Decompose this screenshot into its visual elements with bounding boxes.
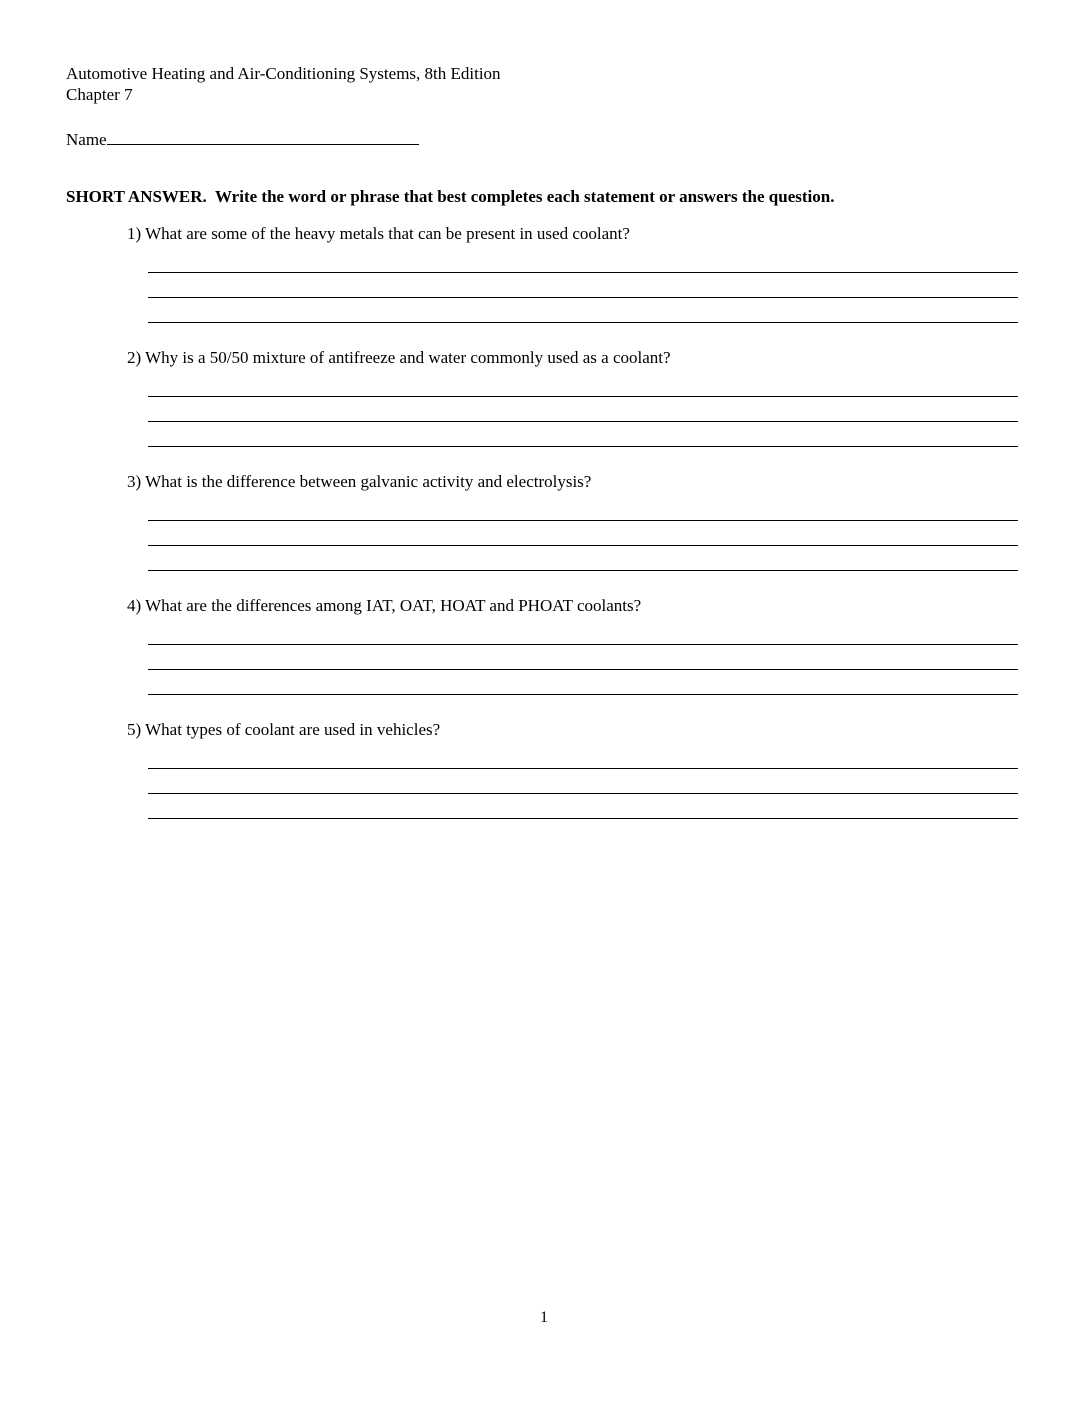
question-number: 4) (127, 596, 142, 615)
question-block-3 (66, 471, 1022, 571)
answer-line (148, 273, 1018, 298)
question-number: 2) (127, 348, 142, 367)
question-number: 1) (127, 224, 142, 243)
answer-lines (148, 620, 1018, 695)
chapter-heading: Chapter 7 (66, 85, 133, 104)
name-row (66, 127, 1022, 150)
name-label: Name (66, 130, 107, 149)
question-number: 5) (127, 720, 142, 739)
answer-line (148, 794, 1018, 819)
question-body: What types of coolant are used in vehicles? (145, 720, 441, 739)
answer-lines (148, 248, 1018, 323)
answer-line (148, 546, 1018, 571)
answer-line (148, 744, 1018, 769)
answer-line (148, 769, 1018, 794)
question-body: What are some of the heavy metals that can be present in used coolant? (145, 224, 630, 243)
question-block-1 (66, 223, 1022, 323)
answer-lines (148, 496, 1018, 571)
question-text (127, 471, 1022, 492)
name-blank-line (107, 127, 419, 145)
question-text (127, 595, 1022, 616)
page-number: 1 (540, 1309, 548, 1326)
book-title: Automotive Heating and Air-Conditioning Systems, 8th Edition (66, 64, 501, 83)
question-body: What is the difference between galvanic activity and electrolysis? (145, 472, 592, 491)
answer-line (148, 397, 1018, 422)
question-body: What are the differences among IAT, OAT, HOAT and PHOAT coolants? (145, 596, 642, 615)
question-block-5 (66, 719, 1022, 819)
question-number: 3) (127, 472, 142, 491)
question-block-4 (66, 595, 1022, 695)
answer-line (148, 372, 1018, 397)
question-text (127, 347, 1022, 368)
question-text (127, 223, 1022, 244)
answer-line (148, 422, 1018, 447)
answer-line (148, 248, 1018, 273)
answer-line (148, 521, 1018, 546)
answer-line (148, 298, 1018, 323)
question-body: Why is a 50/50 mixture of antifreeze and water commonly used as a coolant? (145, 348, 671, 367)
answer-line (148, 620, 1018, 645)
answer-line (148, 496, 1018, 521)
answer-line (148, 670, 1018, 695)
section-instructions: SHORT ANSWER. Write the word or phrase that best completes each statement or answers the question. (66, 187, 835, 206)
answer-line (148, 645, 1018, 670)
question-text (127, 719, 1022, 740)
question-block-2 (66, 347, 1022, 447)
answer-lines (148, 744, 1018, 819)
answer-lines (148, 372, 1018, 447)
